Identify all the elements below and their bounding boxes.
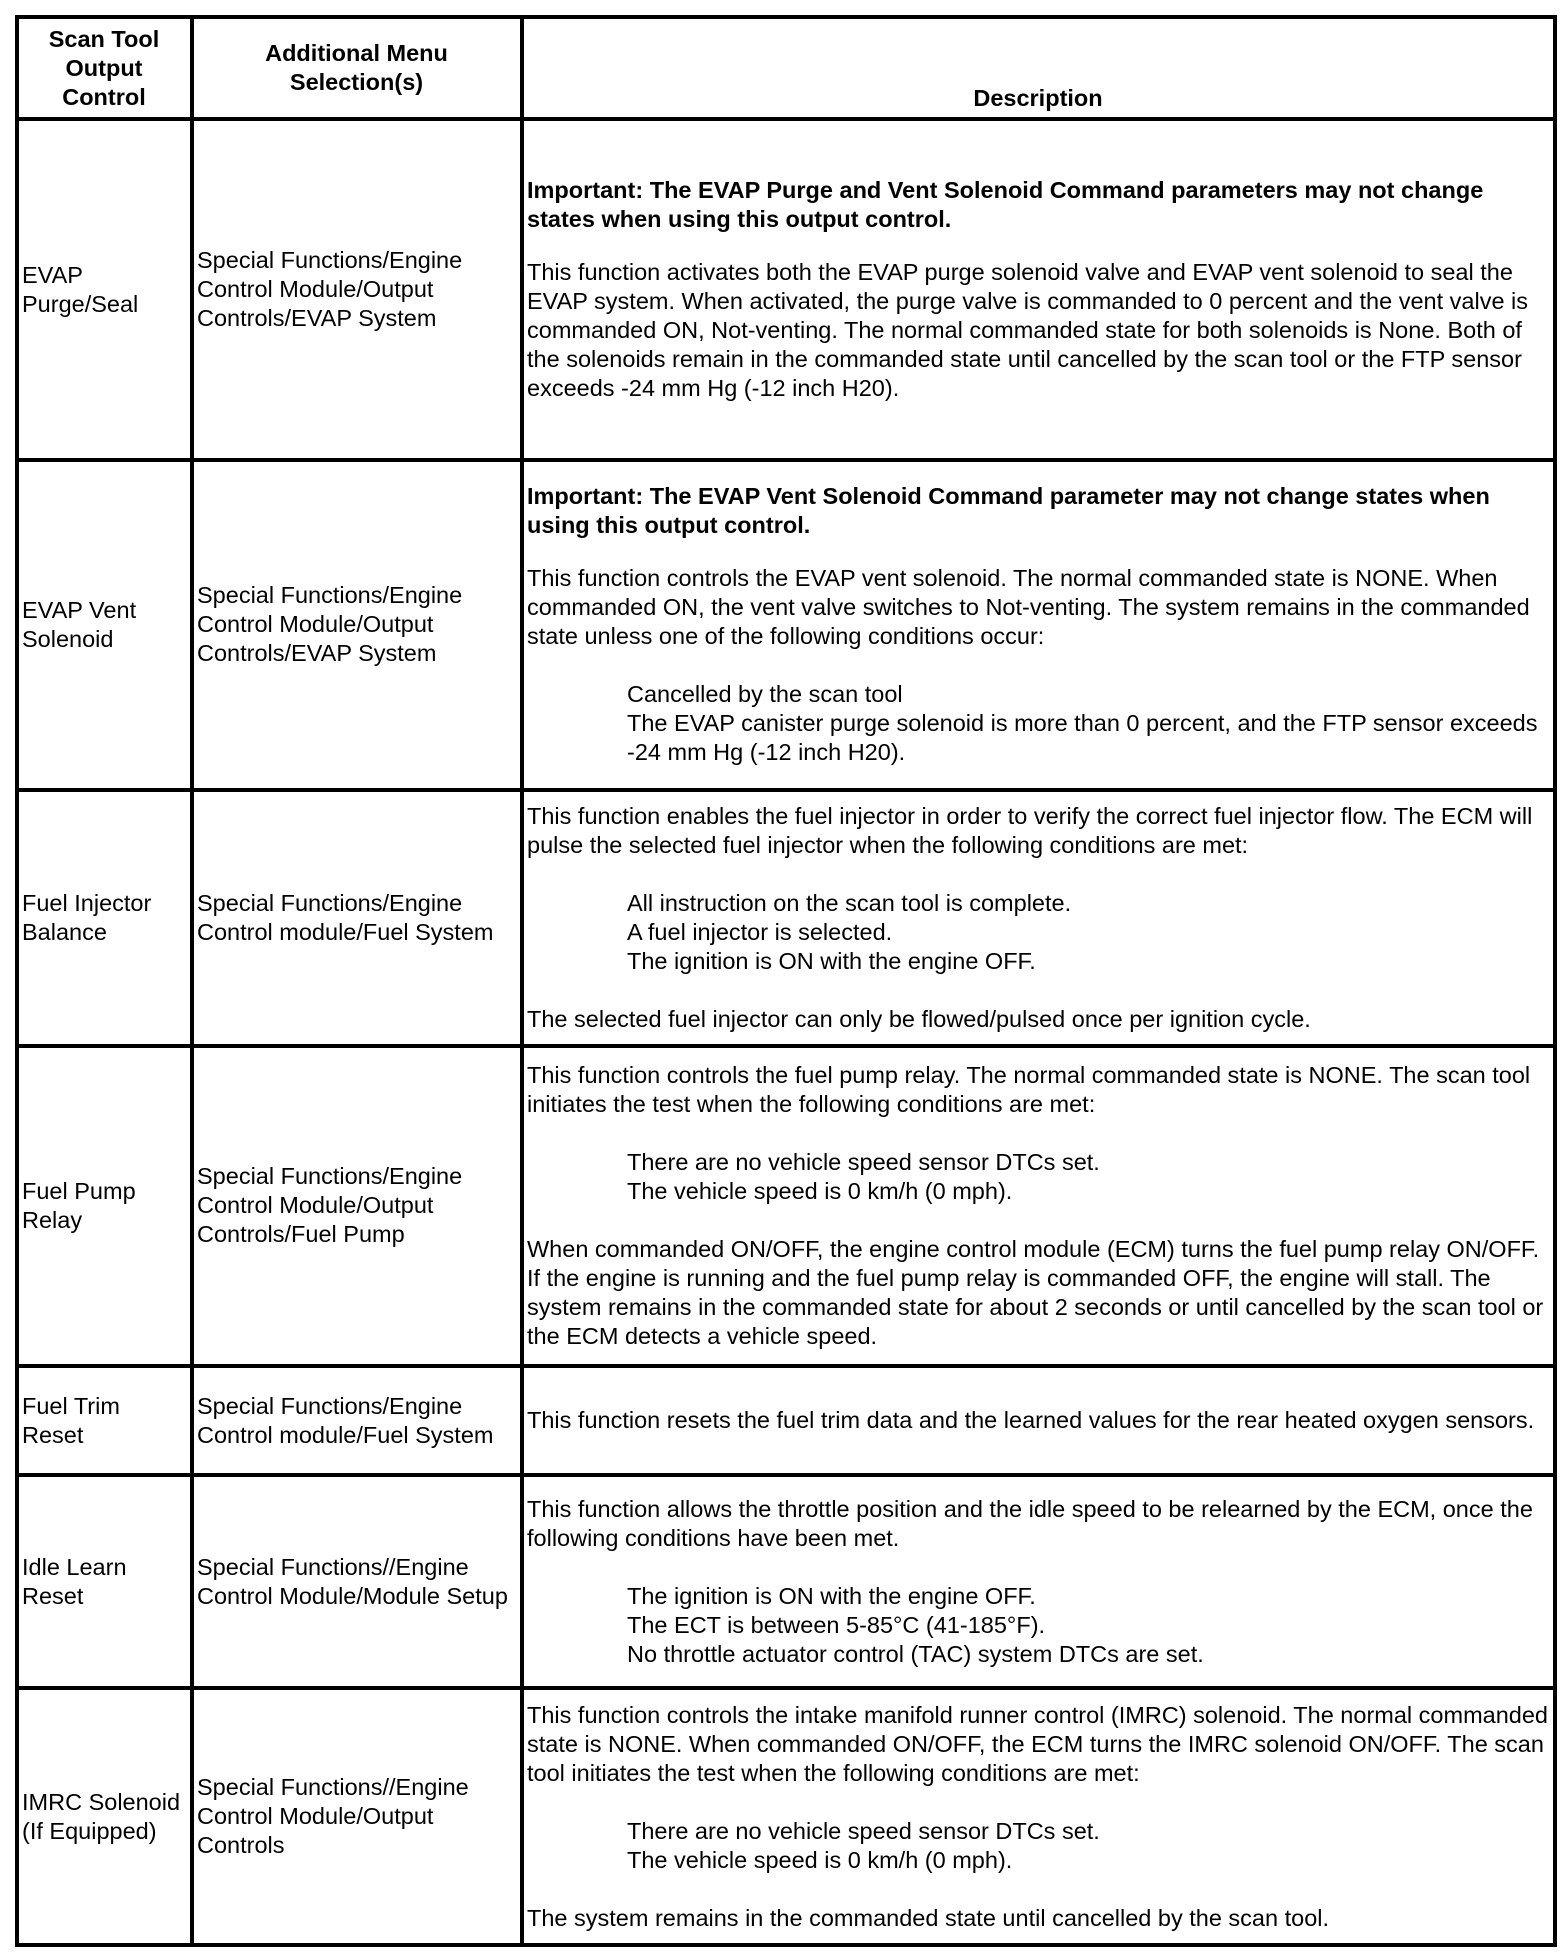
- note-text: When commanded ON/OFF, the engine control module (ECM) turns the fuel pump relay ON/OFF. If the engine is running and the fuel pump relay is commanded OFF, the engine will stall. The system remains in the commanded state for about 2 seconds or until cancelled by the scan tool or the ECM detects a vehicle speed.: [527, 1235, 1544, 1349]
- table-row: [17, 1688, 1555, 1945]
- description-cell: [522, 1475, 1555, 1688]
- list-item: All instruction on the scan tool is complete.: [627, 889, 1072, 916]
- description-text: This function resets the fuel trim data and the learned values for the rear heated oxygen sensors.: [527, 1407, 1535, 1434]
- list-item: The vehicle speed is 0 km/h (0 mph).: [627, 1846, 1013, 1873]
- list-item: A fuel injector is selected.: [627, 918, 893, 945]
- header-output-control: Scan Tool Output Control: [17, 17, 192, 119]
- menu-selection-cell: Special Functions/Engine Control Module/Output Controls/Fuel Pump: [192, 1046, 522, 1366]
- menu-selection-cell: Special Functions/Engine Control Module/Output Controls/EVAP System: [192, 119, 522, 460]
- condition-list: [527, 1817, 1549, 1875]
- list-item: No throttle actuator control (TAC) system DTCs are set.: [627, 1640, 1204, 1667]
- output-control-cell: EVAP Vent Solenoid: [17, 460, 192, 789]
- description-cell: [522, 119, 1555, 460]
- important-note: Important: The EVAP Purge and Vent Solenoid Command parameters may not change states when using this output control.: [527, 177, 1484, 233]
- description-text: This function controls the EVAP vent solenoid. The normal commanded state is NONE. When commanded ON, the vent valve switches to Not-venting. The system remains in the commanded state unless one of the following conditions occur:: [527, 565, 1530, 650]
- list-item: The vehicle speed is 0 km/h (0 mph).: [627, 1177, 1013, 1204]
- condition-list: [527, 1148, 1549, 1206]
- description-cell: [522, 1366, 1555, 1476]
- condition-list: [527, 680, 1549, 767]
- menu-selection-cell: Special Functions//Engine Control Module/Output Controls: [192, 1688, 522, 1945]
- description-cell: [522, 460, 1555, 789]
- description-text: This function activates both the EVAP purge solenoid valve and EVAP vent solenoid to seal the EVAP system. When activated, the purge valve is commanded to 0 percent and the vent valve is commanded ON, Not-venting. The normal commanded state for both solenoids is None. Both of the solenoids remain in the commanded state until cancelled by the scan tool or the FTP sensor exceeds -24 mm Hg (-12 inch H20).: [527, 259, 1529, 402]
- list-item: There are no vehicle speed sensor DTCs set.: [627, 1817, 1100, 1844]
- list-item: The ignition is ON with the engine OFF.: [627, 947, 1036, 974]
- description-text: This function enables the fuel injector in order to verify the correct fuel injector flow. The ECM will pulse the selected fuel injector when the following conditions are met:: [527, 802, 1533, 858]
- list-item: There are no vehicle speed sensor DTCs set.: [627, 1148, 1100, 1175]
- menu-selection-cell: Special Functions/Engine Control module/Fuel System: [192, 790, 522, 1047]
- table-row: [17, 1046, 1555, 1366]
- note-text: The system remains in the commanded state until cancelled by the scan tool.: [527, 1904, 1330, 1931]
- description-text: This function controls the intake manifold runner control (IMRC) solenoid. The normal commanded state is NONE. When commanded ON/OFF, the ECM turns the IMRC solenoid ON/OFF. The scan tool initiates the test when the following conditions are met:: [527, 1701, 1548, 1786]
- description-cell: [522, 790, 1555, 1047]
- list-item: The EVAP canister purge solenoid is more than 0 percent, and the FTP sensor exceeds -24 mm Hg (-12 inch H20).: [627, 710, 1538, 766]
- menu-selection-cell: Special Functions//Engine Control Module/Module Setup: [192, 1475, 522, 1688]
- output-control-cell: Fuel Trim Reset: [17, 1366, 192, 1476]
- description-cell: [522, 1688, 1555, 1945]
- output-control-cell: Idle Learn Reset: [17, 1475, 192, 1688]
- header-description: Description: [522, 17, 1555, 119]
- important-note: Important: The EVAP Vent Solenoid Command parameter may not change states when using this output control.: [527, 483, 1490, 539]
- scan-tool-output-controls-table: [15, 15, 1557, 1947]
- list-item: The ECT is between 5-85°C (41-185°F).: [627, 1611, 1046, 1638]
- condition-list: [527, 1582, 1549, 1669]
- header-row: [17, 17, 1555, 119]
- table-row: [17, 790, 1555, 1047]
- table-row: [17, 1366, 1555, 1476]
- menu-selection-cell: Special Functions/Engine Control module/Fuel System: [192, 1366, 522, 1476]
- header-menu-selection: Additional Menu Selection(s): [192, 17, 522, 119]
- output-control-cell: IMRC Solenoid (If Equipped): [17, 1688, 192, 1945]
- description-cell: [522, 1046, 1555, 1366]
- table-row: [17, 1475, 1555, 1688]
- table-row: [17, 460, 1555, 789]
- list-item: The ignition is ON with the engine OFF.: [627, 1582, 1036, 1609]
- description-text: This function controls the fuel pump relay. The normal commanded state is NONE. The scan tool initiates the test when the following conditions are met:: [527, 1061, 1531, 1117]
- list-item: Cancelled by the scan tool: [627, 681, 903, 708]
- output-control-cell: Fuel Pump Relay: [17, 1046, 192, 1366]
- table-row: [17, 119, 1555, 460]
- menu-selection-cell: Special Functions/Engine Control Module/Output Controls/EVAP System: [192, 460, 522, 789]
- condition-list: [527, 889, 1549, 976]
- output-control-cell: EVAP Purge/Seal: [17, 119, 192, 460]
- note-text: The selected fuel injector can only be flowed/pulsed once per ignition cycle.: [527, 1005, 1311, 1032]
- description-text: This function allows the throttle position and the idle speed to be relearned by the ECM, once the following conditions have been met.: [527, 1495, 1533, 1551]
- output-control-cell: Fuel Injector Balance: [17, 790, 192, 1047]
